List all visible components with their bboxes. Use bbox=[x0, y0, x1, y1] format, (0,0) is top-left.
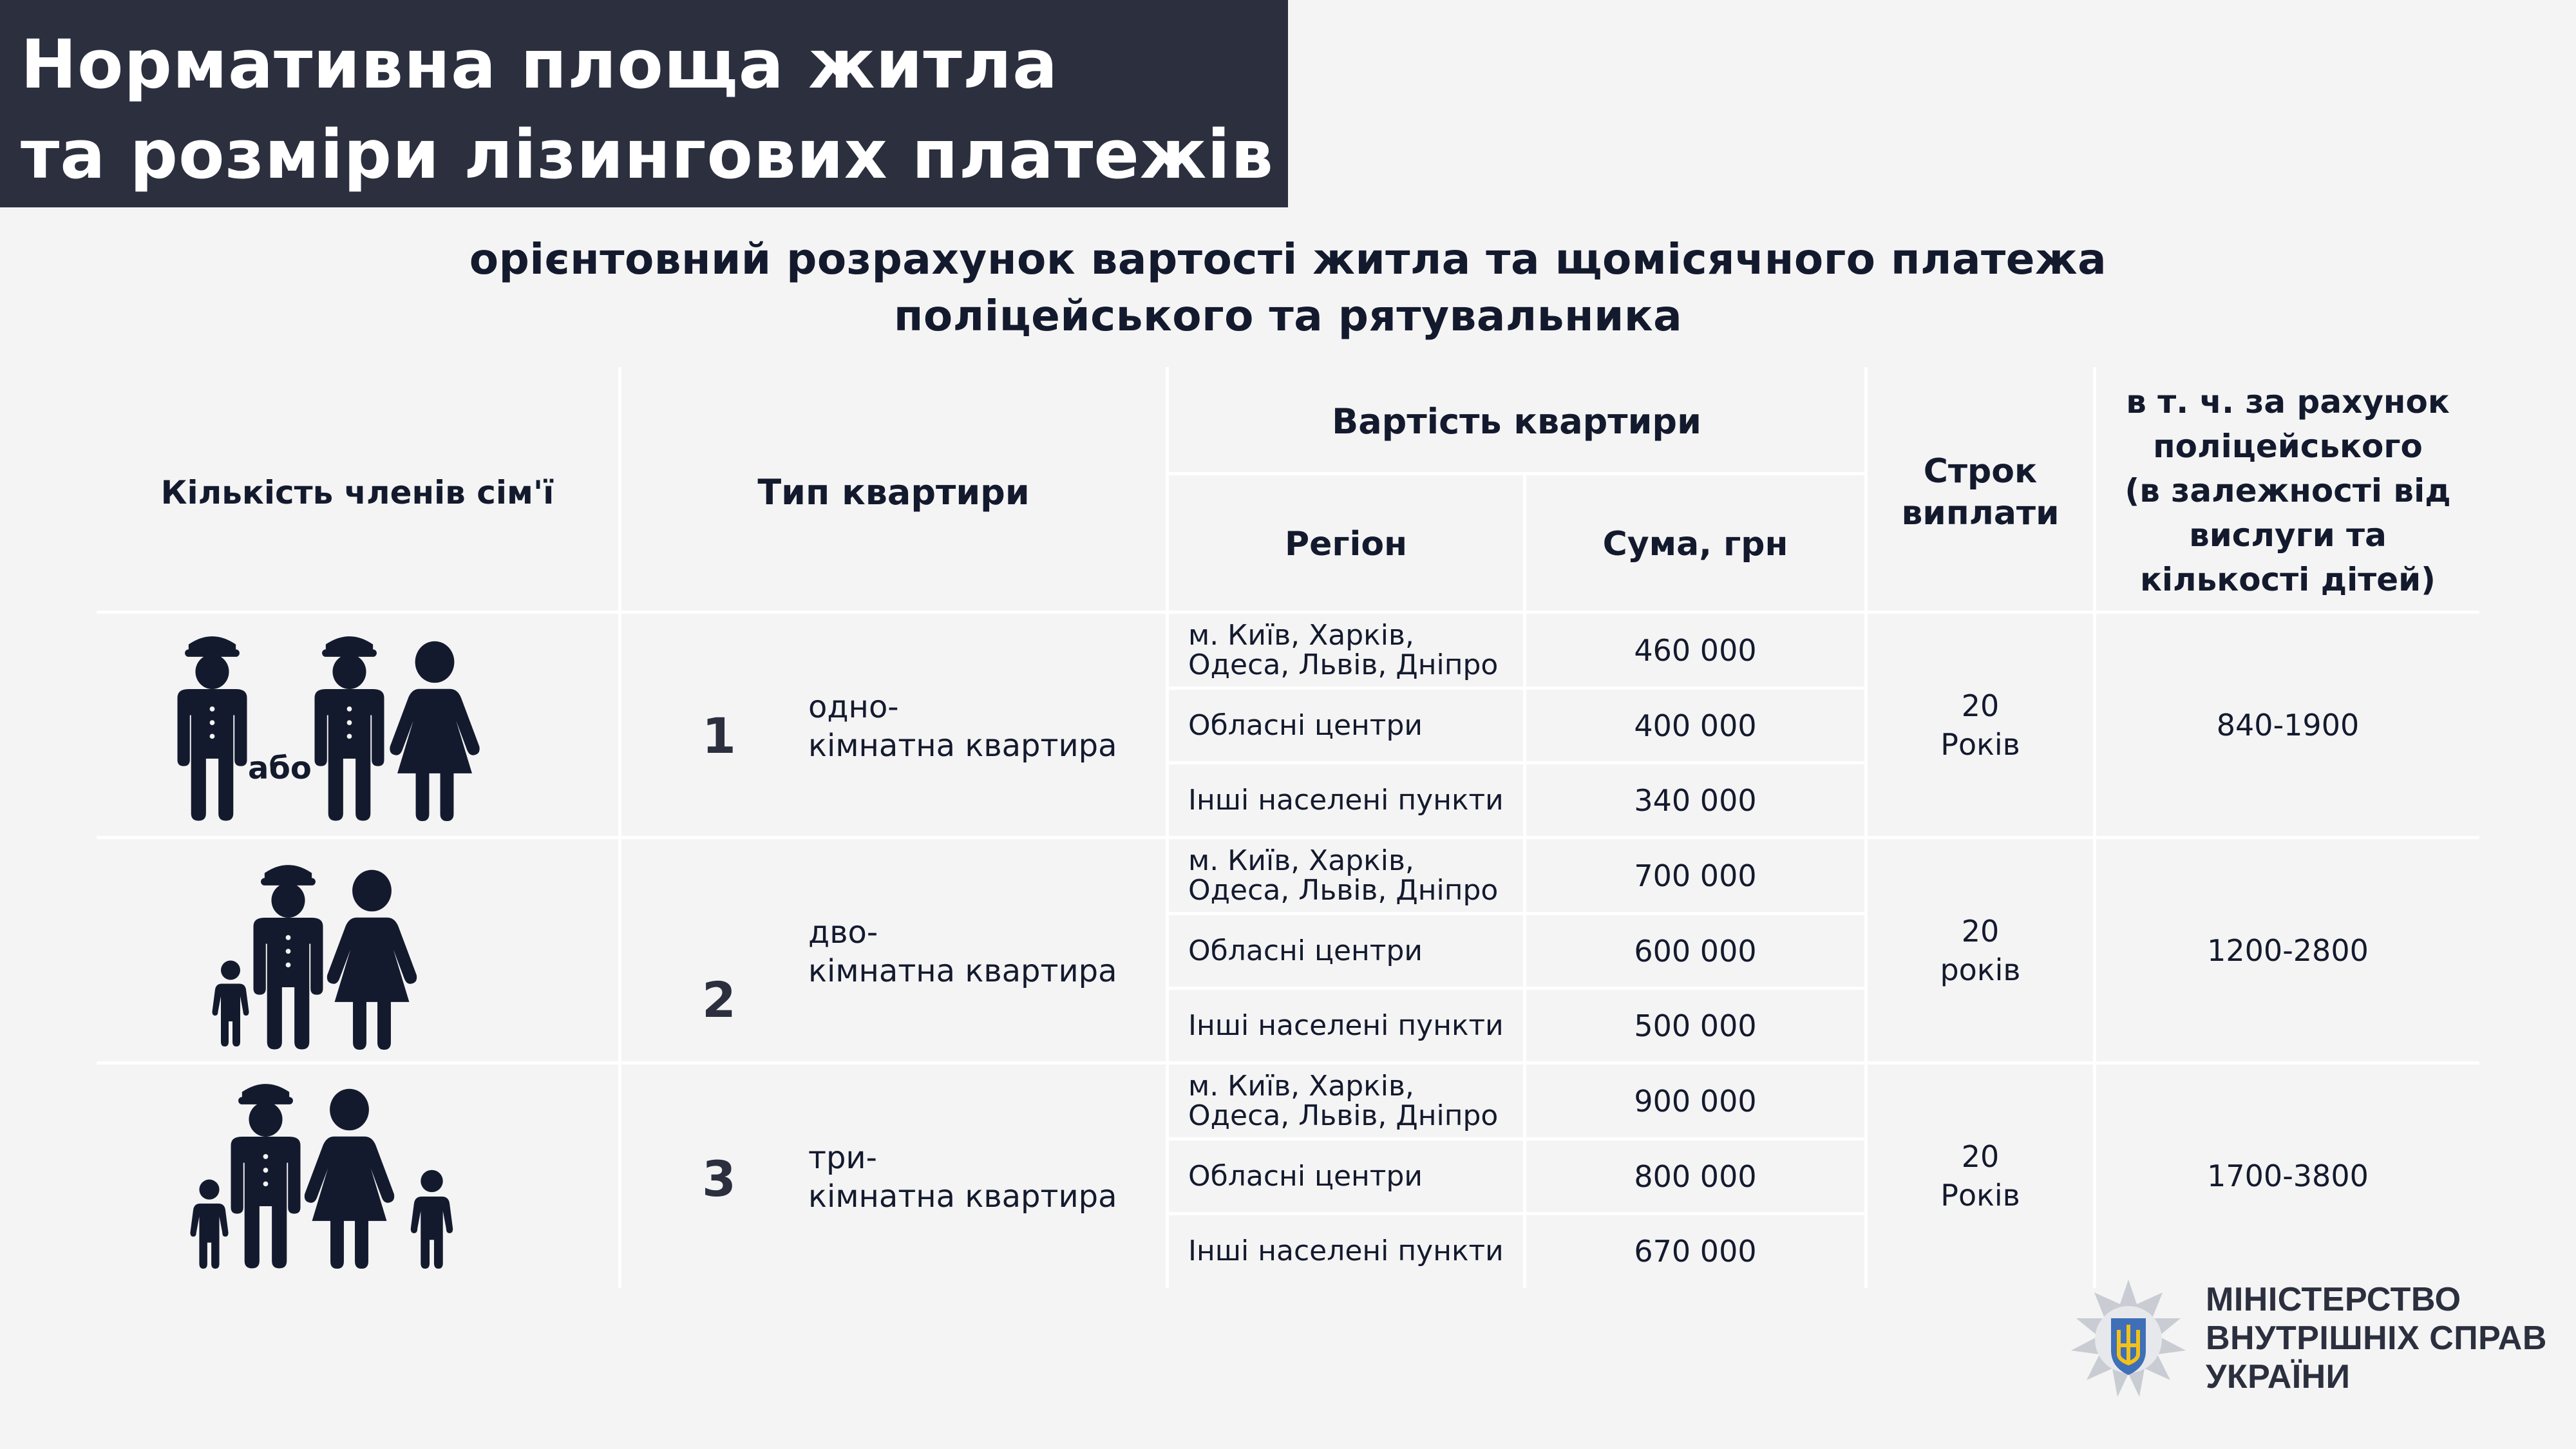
header-share-line-1: в т. ч. за рахунок bbox=[2126, 383, 2450, 421]
term-unit: Років bbox=[1940, 1177, 2020, 1213]
header-sum: Сума, грн bbox=[1602, 524, 1788, 564]
header-term-line-2: виплати bbox=[1901, 494, 2060, 533]
share-cell: 840-1900 bbox=[2216, 707, 2360, 743]
woman-icon bbox=[322, 866, 422, 1050]
header-term-line-1: Строк bbox=[1923, 452, 2038, 491]
title-banner bbox=[0, 0, 1288, 207]
apartment-type bbox=[808, 1139, 1117, 1216]
header-share bbox=[2096, 377, 2479, 605]
room-count: 3 bbox=[702, 1150, 736, 1208]
apartment-type bbox=[808, 913, 1117, 990]
child-icon bbox=[404, 1169, 459, 1269]
header-share-line-5: кількості дітей) bbox=[2139, 561, 2436, 598]
subtitle-line-2: поліцейського та рятувальника bbox=[893, 291, 1683, 341]
term-unit: Років bbox=[1940, 726, 2020, 762]
region-cell: м. Київ, Харків, Одеса, Львів, Дніпро bbox=[1188, 1069, 1499, 1132]
apartment-type-line-2: кімнатна квартира bbox=[808, 1179, 1117, 1215]
term-unit: років bbox=[1940, 952, 2021, 987]
room-count: 1 bbox=[702, 707, 736, 764]
woman-icon bbox=[386, 638, 483, 821]
police-star-emblem-icon bbox=[2067, 1278, 2190, 1401]
region-cell: Інші населені пункти bbox=[1188, 1234, 1504, 1267]
police-officer-icon bbox=[306, 628, 393, 821]
or-label: або bbox=[248, 750, 312, 786]
woman-icon bbox=[299, 1085, 399, 1269]
region-cell: Обласні центри bbox=[1188, 934, 1423, 967]
sum-cell: 500 000 bbox=[1634, 1008, 1757, 1043]
region-cell: Інші населені пункти bbox=[1188, 1009, 1504, 1042]
term-cell bbox=[1868, 614, 2093, 836]
ministry-name-line-3: УКРАЇНИ bbox=[2206, 1358, 2351, 1396]
region-cell: Обласні центри bbox=[1188, 1159, 1423, 1193]
term-value: 20 bbox=[1961, 913, 2000, 949]
header-share-line-4: вислуги та bbox=[2189, 516, 2387, 554]
room-count: 2 bbox=[702, 971, 736, 1028]
region-cell: м. Київ, Харків, Одеса, Львів, Дніпро bbox=[1188, 618, 1499, 681]
sum-cell: 600 000 bbox=[1634, 933, 1757, 969]
region-cell: Інші населені пункти bbox=[1188, 783, 1504, 817]
region-cell: м. Київ, Харків, Одеса, Львів, Дніпро bbox=[1188, 844, 1499, 907]
apartment-type-line-1: три- bbox=[808, 1140, 877, 1176]
apartment-type bbox=[808, 688, 1117, 765]
term-cell bbox=[1868, 1065, 2093, 1287]
sum-cell: 670 000 bbox=[1634, 1233, 1757, 1269]
header-family: Кількість членів сім'ї bbox=[160, 473, 554, 511]
ministry-name-line-1: МІНІСТЕРСТВО bbox=[2206, 1281, 2461, 1318]
term-value: 20 bbox=[1961, 1139, 2000, 1174]
sum-cell: 700 000 bbox=[1634, 858, 1757, 893]
page-title-line-1: Нормативна площа житла bbox=[21, 25, 1059, 104]
header-share-line-2: поліцейського bbox=[2153, 428, 2423, 465]
sum-cell: 400 000 bbox=[1634, 708, 1757, 743]
police-officer-icon bbox=[245, 857, 332, 1050]
subtitle-line-1: орієнтовний розрахунок вартості житла та щомісячного платежа bbox=[469, 234, 2107, 284]
term-value: 20 bbox=[1961, 688, 2000, 723]
police-officer-icon bbox=[169, 628, 256, 821]
apartment-type-line-2: кімнатна квартира bbox=[808, 728, 1117, 764]
page-title-line-2: та розміри лізингових платежів bbox=[21, 115, 1274, 194]
term-cell bbox=[1868, 839, 2093, 1061]
apartment-type-line-1: одно- bbox=[808, 689, 899, 725]
apartment-type-line-2: кімнатна квартира bbox=[808, 953, 1117, 989]
sum-cell: 900 000 bbox=[1634, 1083, 1757, 1119]
header-type: Тип квартири bbox=[757, 472, 1030, 513]
police-officer-icon bbox=[222, 1075, 309, 1269]
header-cost: Вартість квартири bbox=[1332, 401, 1701, 442]
header-term bbox=[1868, 438, 2093, 547]
ministry-name-line-2: ВНУТРІШНІХ СПРАВ bbox=[2206, 1320, 2547, 1357]
region-cell: Обласні центри bbox=[1188, 708, 1423, 742]
header-share-line-3: (в залежності від bbox=[2125, 472, 2451, 509]
sum-cell: 460 000 bbox=[1634, 632, 1757, 668]
sum-cell: 800 000 bbox=[1634, 1159, 1757, 1194]
header-region: Регіон bbox=[1284, 524, 1408, 564]
ministry-name bbox=[2206, 1280, 2547, 1396]
apartment-type-line-1: дво- bbox=[808, 914, 878, 951]
share-cell: 1700-3800 bbox=[2207, 1158, 2369, 1193]
share-cell: 1200-2800 bbox=[2207, 933, 2369, 968]
sum-cell: 340 000 bbox=[1634, 782, 1757, 818]
